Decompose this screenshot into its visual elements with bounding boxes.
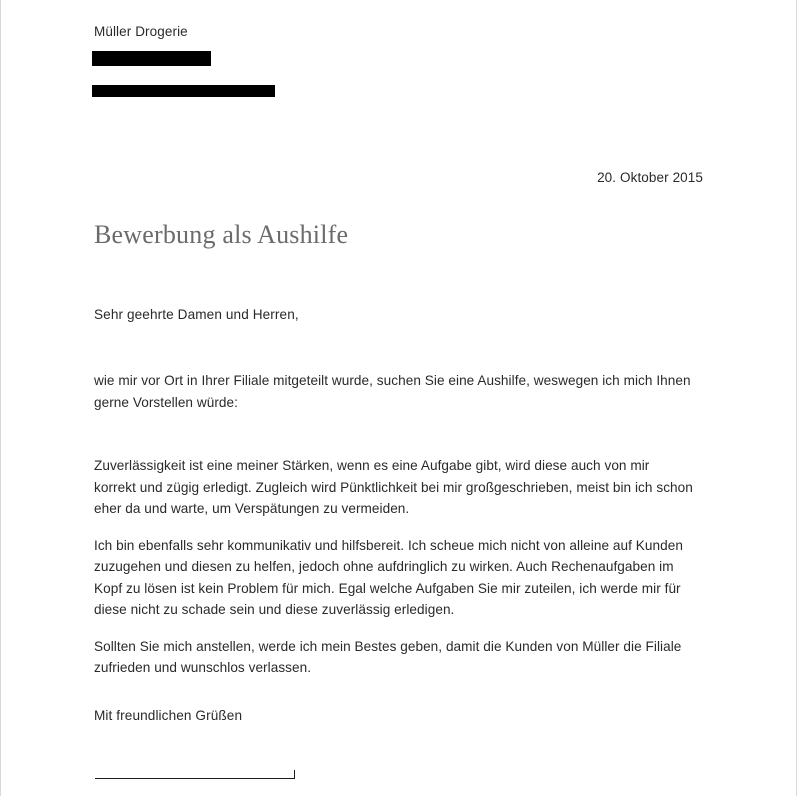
salutation: Sehr geehrte Damen und Herren, — [94, 307, 299, 322]
page-edge-left — [0, 0, 1, 796]
body-paragraph: Zuverlässigkeit ist eine meiner Stärken, wenn es eine Aufgabe gibt, wird diese auch von mir korrekt und zügig erledigt. Zugleich wird Pünktlichkeit bei mir großgeschrieben, meist bin ich schon eher da und warte, um Verspätungen zu vermeiden. — [94, 458, 693, 516]
body-paragraph: Ich bin ebenfalls sehr kommunikativ und hilfsbereit. Ich scheue mich nicht von alleine auf Kunden zuzugehen und diesen zu helfen, jedoch ohne aufdringlich zu wirken. Auch Rechenaufgaben im Kopf zu lösen ist kein Problem für mich. Egal welche Aufgaben Sie mir zuteilen, ich werde mir für diese nicht zu schade sein und diese zuverlässig erledigen. — [94, 537, 683, 617]
closing-phrase: Mit freundlichen Grüßen — [94, 708, 243, 723]
sender-company: Müller Drogerie — [94, 24, 188, 39]
redacted-address-line — [92, 85, 275, 97]
body-paragraphs — [94, 455, 694, 694]
intro-paragraph: wie mir vor Ort in Ihrer Filiale mitgeteilt wurde, suchen Sie eine Aushilfe, weswegen ich mich Ihnen gerne Vorstellen würde: — [94, 373, 691, 410]
body-paragraph: Sollten Sie mich anstellen, werde ich mein Bestes geben, damit die Kunden von Müller die Filiale zufrieden und wunschlos verlassen. — [94, 638, 682, 675]
page-title: Bewerbung als Aushilfe — [94, 220, 349, 249]
signature-line-end-tick — [294, 770, 295, 779]
letter-date: 20. Oktober 2015 — [597, 170, 703, 185]
redacted-name-line — [92, 51, 211, 66]
signature-line — [95, 778, 295, 779]
